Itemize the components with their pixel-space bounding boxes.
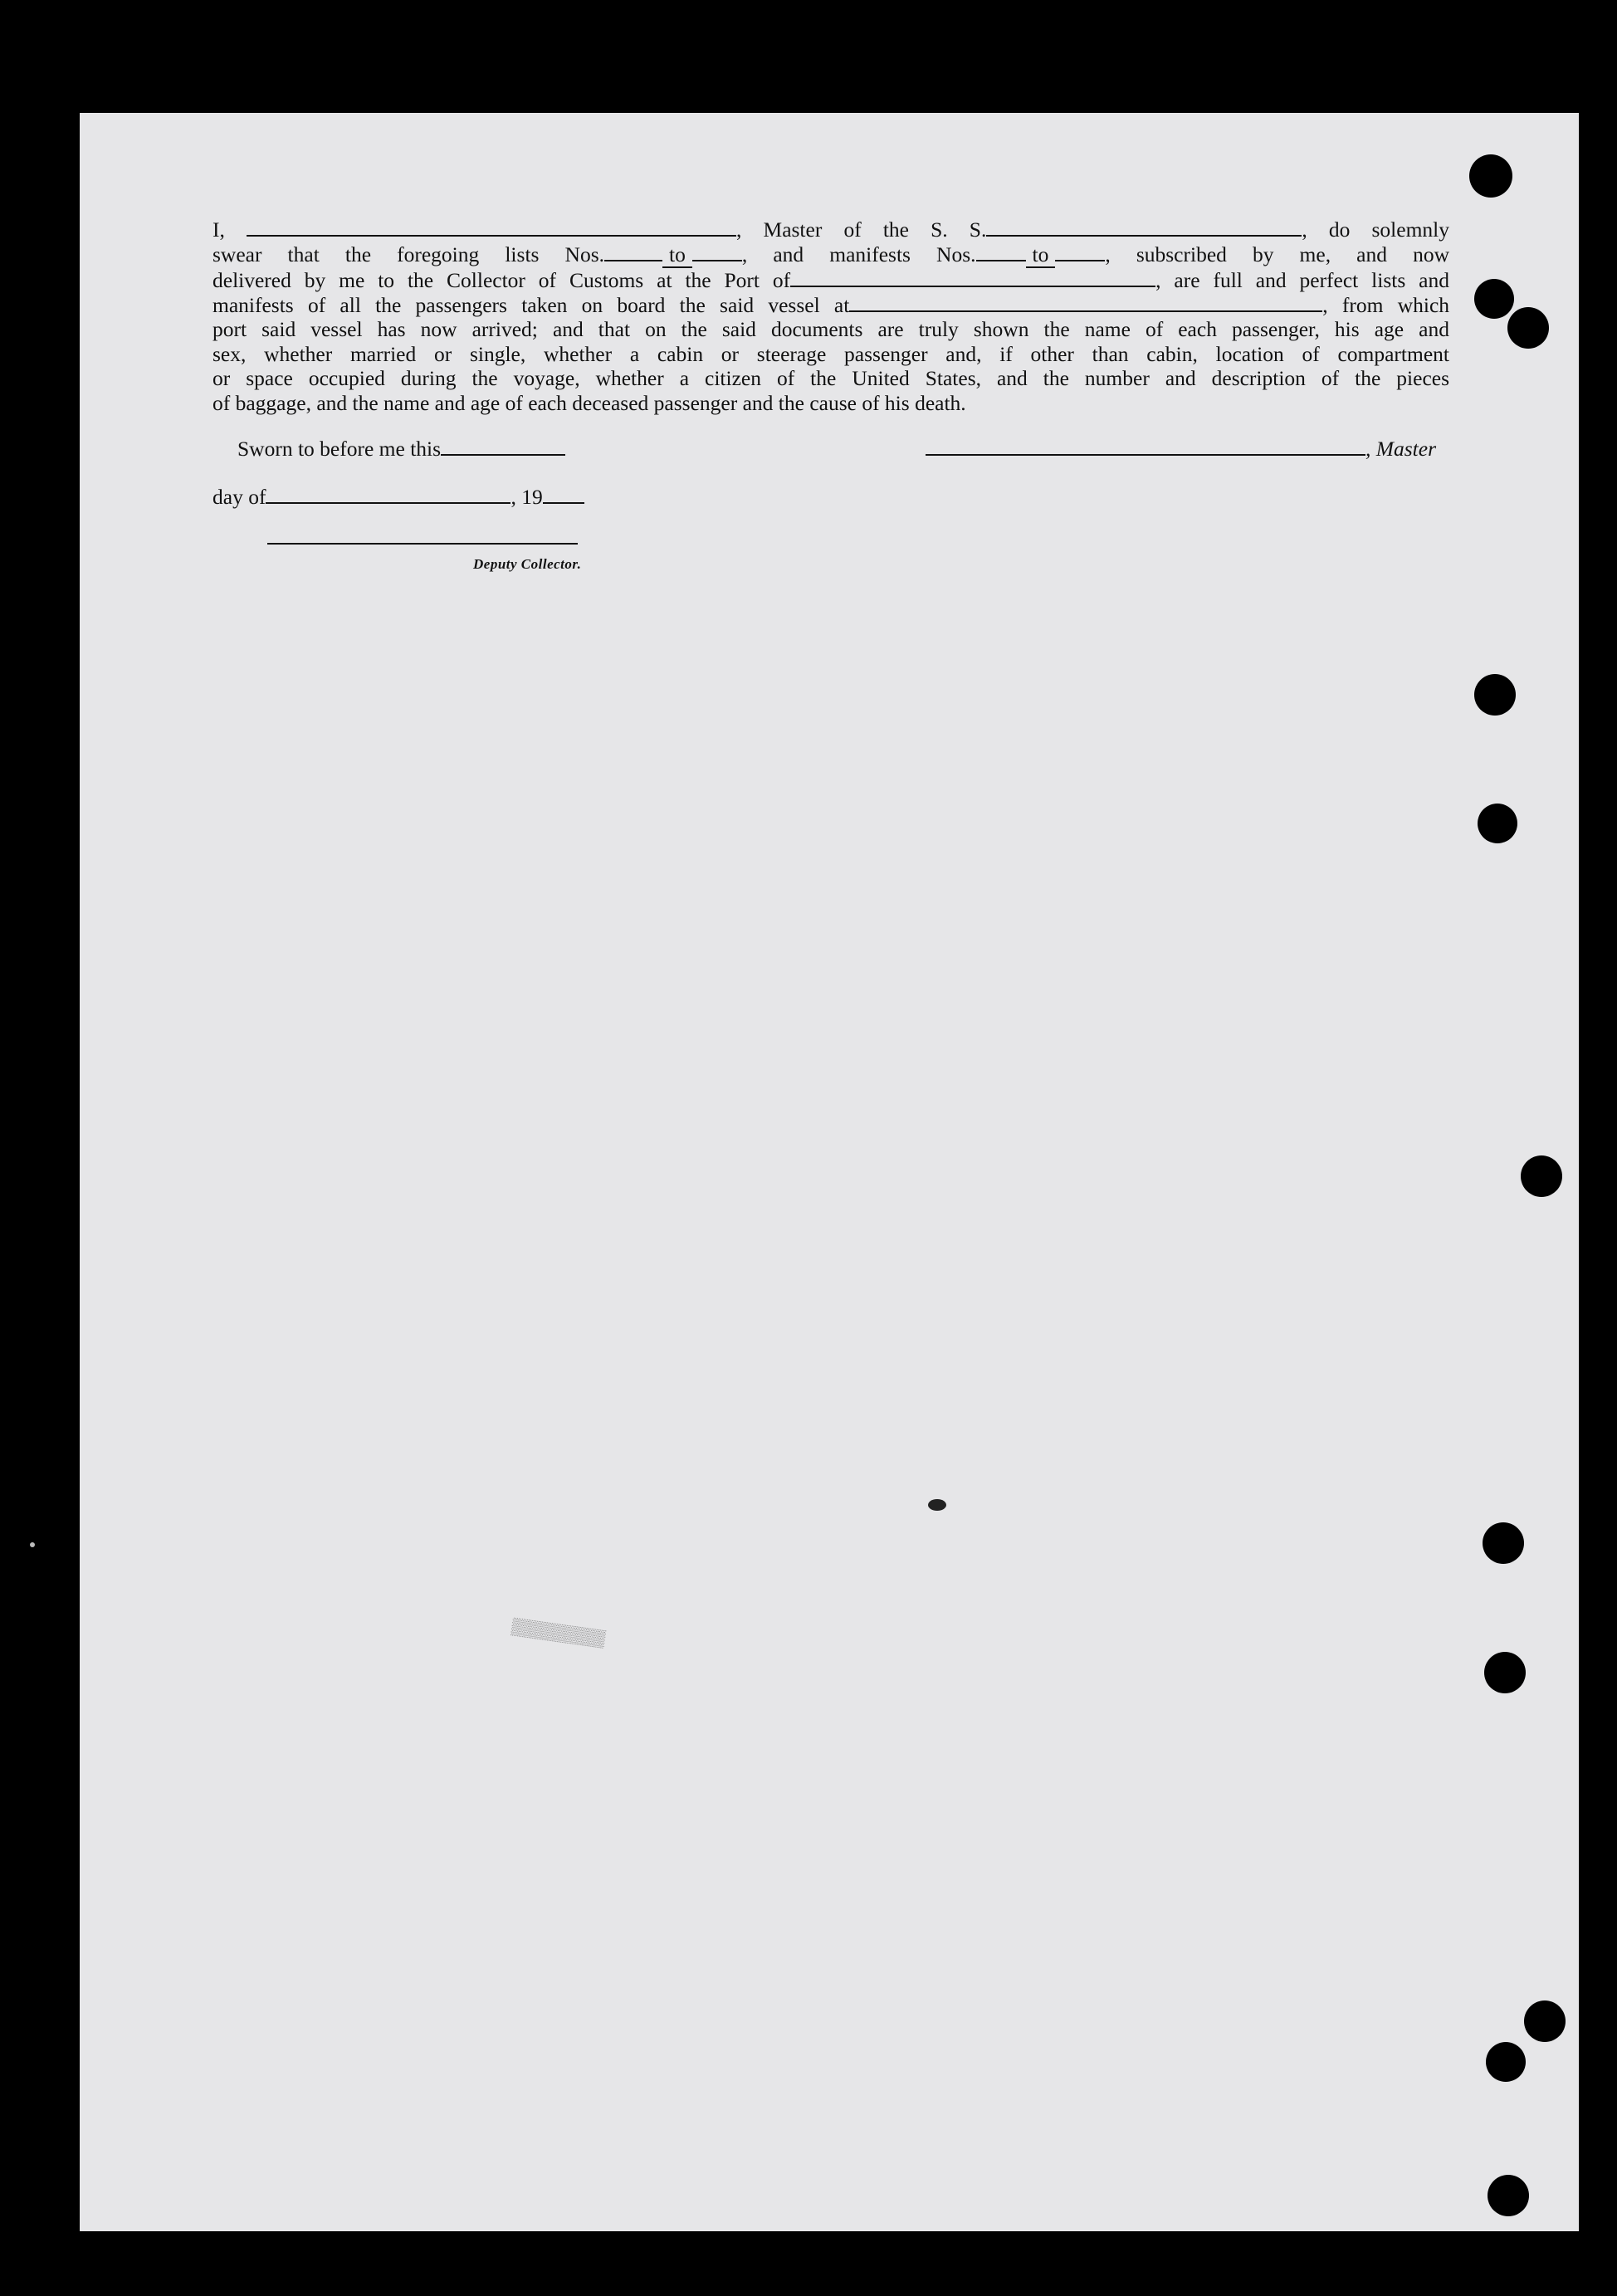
master-signature-field[interactable] [926, 437, 1365, 456]
year-label: , 19 [511, 485, 543, 509]
punch-hole [1478, 804, 1517, 843]
master-label: , Master [1365, 437, 1436, 461]
punch-hole [1521, 1155, 1562, 1197]
dust-speck [30, 1542, 35, 1547]
ship-name-field[interactable] [986, 218, 1302, 237]
oath-line-1 [213, 217, 1449, 242]
oath-text: I, [213, 217, 225, 242]
oath-line-8: of baggage, and the name and age of each deceased passenger and the cause of his death. [213, 390, 966, 415]
port-field[interactable] [790, 269, 1155, 287]
manifest-to-field[interactable] [1055, 243, 1105, 261]
oath-paragraph [213, 217, 1449, 415]
ink-speck [928, 1499, 946, 1511]
oath-text: delivered by me to the Collector of Customs at the Port of [213, 268, 791, 292]
month-field[interactable] [266, 486, 511, 504]
oath-line-2 [213, 242, 1449, 269]
oath-text: , subscribed by me, and now [1105, 242, 1450, 266]
list-to-label: to [662, 242, 692, 269]
oath-text: , from which [1322, 292, 1450, 317]
punch-hole [1484, 1652, 1526, 1693]
oath-text: , are full and perfect lists and [1155, 268, 1449, 292]
oath-line-4 [213, 293, 1449, 318]
deputy-collector-label: Deputy Collector. [473, 556, 582, 572]
form-page [80, 113, 1579, 2231]
punch-hole [1474, 674, 1516, 716]
oath-line-3 [213, 268, 1449, 293]
sworn-statement [237, 437, 565, 462]
sworn-day-field[interactable] [441, 437, 565, 456]
sworn-label: Sworn to before me this [237, 437, 442, 461]
day-label: day of [213, 485, 266, 509]
departure-port-field[interactable] [849, 294, 1322, 312]
manifest-from-field[interactable] [976, 243, 1026, 261]
oath-text: , Master of the S. S. [736, 217, 987, 242]
list-to-field[interactable] [692, 243, 742, 261]
punch-hole [1507, 307, 1549, 349]
punch-hole [1488, 2175, 1529, 2216]
punch-hole [1486, 2042, 1526, 2082]
stamp-smudge: ▒▒▒▒▒▒▒▒ [511, 1617, 607, 1649]
punch-hole [1469, 154, 1512, 198]
master-signature [926, 437, 1436, 462]
oath-text: manifests of all the passengers taken on board the said vessel at [213, 292, 850, 317]
oath-text: swear that the foregoing lists Nos. [213, 242, 605, 266]
punch-hole [1474, 279, 1514, 319]
manifest-to-label: to [1026, 242, 1056, 269]
oath-line-6: sex, whether married or single, whether a cabin or steerage passenger and, if other than cabin, location of compartment [213, 341, 1449, 366]
master-name-field[interactable] [247, 218, 736, 237]
year-field[interactable] [543, 486, 584, 504]
deputy-signature-line[interactable] [267, 543, 578, 545]
oath-line-7: or space occupied during the voyage, whether a citizen of the United States, and the number and description of the pieces [213, 366, 1449, 390]
punch-hole [1483, 1522, 1524, 1564]
list-from-field[interactable] [604, 243, 662, 261]
oath-text: , do solemnly [1302, 217, 1450, 242]
oath-line-5: port said vessel has now arrived; and that on the said documents are truly shown the name of each passenger, his age and [213, 317, 1449, 341]
date-line [213, 485, 584, 510]
punch-hole [1524, 2000, 1566, 2042]
oath-text: , and manifests Nos. [741, 242, 976, 266]
